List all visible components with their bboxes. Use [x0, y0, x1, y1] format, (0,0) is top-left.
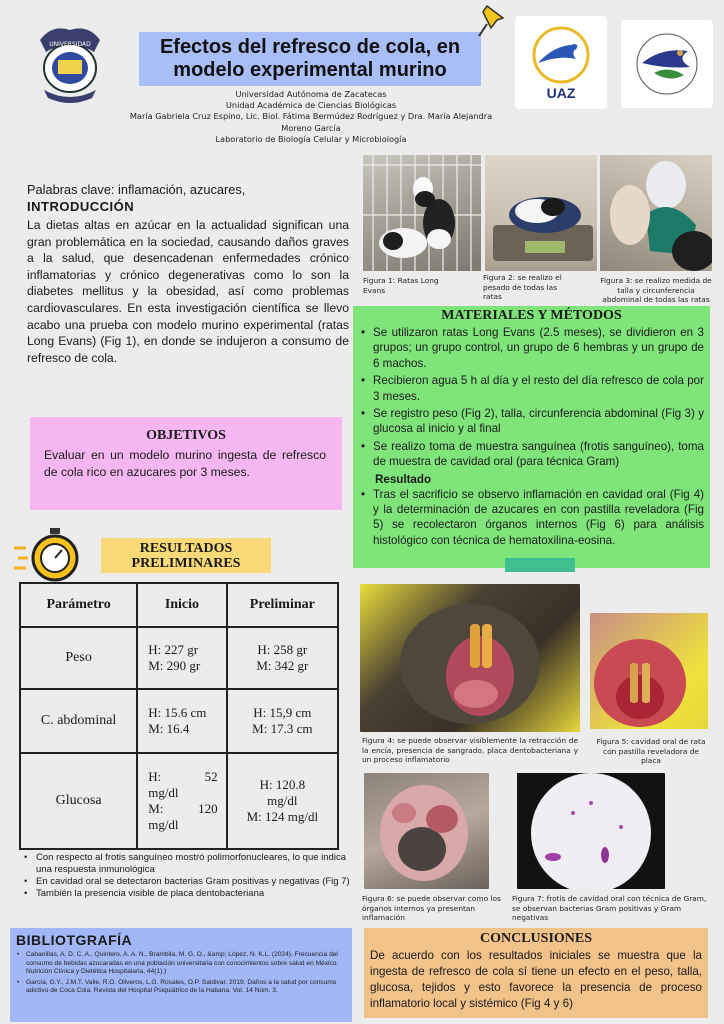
table-row — [20, 689, 338, 753]
cell-line: H: 15,9 cm — [253, 705, 312, 720]
cell-line: 120 — [198, 801, 218, 816]
cell-line: H: 120.8 — [259, 777, 306, 792]
university-name: Universidad Autónoma de Zacatecas — [235, 89, 387, 99]
reference-text: García, G.Y., J.M.T. Valle, R.O. Oliveros, L.G. Rosales, O.P. Saldivar. 2019. Daños a la salud por consumo adictivo de Coca Cola. Revista del Hospital Psiquiátrico de la Habana. Vol. 14 Núm. 3. — [26, 978, 337, 995]
cell-line: 52 — [204, 769, 218, 784]
figure-6-photo — [364, 773, 489, 889]
conclusions-body: De acuerdo con los resultados iniciales se muestra que la ingesta de refresco de cola sí tiene un efecto en el peso, talla, glucosa, tejidos y esto favorece la presencia de proceso inflamatorio local y sistémico (Fig 4 y 6) — [370, 949, 702, 1010]
poster-title — [139, 32, 481, 86]
figure-4-photo — [360, 584, 580, 732]
row-inicio — [137, 753, 226, 849]
cell-line: M: — [148, 801, 164, 816]
figure-6-caption: Figura 6: se puede observar como los órganos internos ya presentan inflamación — [362, 894, 501, 923]
methods-list — [359, 325, 704, 470]
row-param: Glucosa — [20, 753, 137, 849]
svg-text:UNIVERSIDAD: UNIVERSIDAD — [49, 41, 91, 48]
methods-box — [353, 306, 710, 568]
uaz-text: UAZ — [546, 84, 576, 101]
header-preliminar: Preliminar — [227, 583, 338, 627]
title-line-2: modelo experimental murino — [173, 59, 447, 81]
cell-line: mg/dl — [148, 817, 179, 832]
bullet-text: También la presencia visible de placa dentobacteriana — [36, 888, 265, 899]
figure-5-caption: Figura 5: cavidad oral de rata con pastilla reveladora de placa — [596, 737, 706, 766]
objectives-body: Evaluar en un modelo murino ingesta de refresco de cola rico en azucares por 3 meses. — [44, 448, 326, 479]
university-crest-icon — [32, 22, 108, 104]
biology-unit-logo — [515, 16, 607, 109]
row-param: Peso — [20, 627, 137, 689]
bullet-text: Con respecto al frotis sanguíneo mostró polimorfonucleares, lo que indica una respuesta inmunológica — [36, 852, 346, 875]
figure-7-photo — [517, 773, 665, 889]
cell-line: H: 227 gr — [148, 642, 199, 657]
authors-line-2: Moreno García — [281, 122, 341, 133]
results-heading — [101, 538, 271, 573]
cell-line: M: 124 mg/dl — [246, 809, 319, 824]
uaz-crest-logo — [32, 22, 108, 104]
figure-5-photo — [590, 613, 708, 729]
affiliation-block — [112, 89, 510, 145]
figure-2-photo — [485, 155, 597, 271]
cell-line: H: 258 gr — [257, 642, 308, 657]
figure-3-caption: Figura 3: se realizo medida de talla y circunferencia abdominal de todas las ratas — [600, 276, 712, 305]
row-preliminar — [227, 627, 338, 689]
objectives-heading: OBJETIVOS — [146, 428, 226, 443]
objectives-box — [30, 417, 342, 510]
row-preliminar — [227, 753, 338, 849]
list-item: • Con respecto al frotis sanguíneo mostró polimorfonucleares, lo que indica una respuesta inmunológica — [24, 852, 346, 875]
row-preliminar — [227, 689, 338, 753]
results-bullets — [22, 852, 352, 900]
list-item: • En cavidad oral se detectaron bacterias Gram positivas y negativas (Fig 7) — [24, 876, 350, 887]
result-item: • Tras el sacrificio se observo inflamación en cavidad oral (Fig 4) y la determinación de azucares en con pastilla reveladora (Fig 5) se recolectaron órganos internos (Fig 6) para análisis histológico con técnica de hematoxilina-eosina. — [359, 487, 704, 549]
result-heading: Resultado — [375, 472, 432, 486]
header-parametro: Parámetro — [20, 583, 137, 627]
eagle-leaf-icon — [632, 29, 702, 99]
lab-name: Laboratorio de Biología Celular y Microbiología — [215, 133, 407, 144]
table-row — [20, 753, 338, 849]
reference-text: Cabanillas, A. D. C. A., Quintero, A. A. N., Brambila, M. G. O., &amp; López, N. K.L. (2024). Frecuencia del consumo de bebidas azucaradas en una población universitaria con conocimientos sobre salud en México. Nutrición Clínica y Dietética Hospitalaria, 44(1).) — [26, 951, 339, 976]
row-param: C. abdominal — [20, 689, 137, 753]
figure-3-photo — [600, 155, 712, 271]
cell-line: H: — [148, 769, 162, 784]
header-inicio: Inicio — [137, 583, 226, 627]
title-line-1: Efectos del refresco de cola, en — [159, 36, 461, 58]
results-heading-line-2: PRELIMINARES — [131, 556, 241, 571]
green-accent — [505, 558, 575, 572]
results-heading-line-1: RESULTADOS — [139, 541, 233, 556]
cell-line: mg/dl — [148, 785, 179, 800]
bibliography-list — [16, 951, 346, 996]
unit-name: Unidad Académica de Ciencias Biológicas — [225, 100, 397, 111]
cell-line: M: 290 gr — [148, 658, 201, 673]
table-row — [20, 627, 338, 689]
list-item: • Cabanillas, A. D. C. A., Quintero, A. A. N., Brambila, M. G. O., &amp; López, N. K.L. (2024). Frecuencia del consumo de bebidas azucaradas en una población universitaria con conocimientos sobre salud en México. Nutrición Clínica y Dietética Hospitalaria, 44(1).) — [17, 951, 339, 976]
figure-2-caption: Figura 2: se realizo el pesado de todas las ratas — [483, 273, 562, 302]
results-table — [19, 582, 339, 850]
conclusions-heading: CONCLUSIONES — [479, 931, 593, 946]
bullet-text: En cavidad oral se detectaron bacterias Gram positivas y negativas (Fig 7) — [36, 876, 350, 887]
intro-heading: INTRODUCCIÓN — [27, 199, 135, 214]
bird-emblem-icon — [526, 25, 596, 85]
conclusions-box — [364, 928, 708, 1018]
figure-1-photo — [363, 155, 481, 271]
methods-item: • Se realizo toma de muestra sanguínea (frotis sanguíneo), toma de muestra de cavidad oral (para técnica Gram) — [359, 439, 704, 470]
methods-item: • Se registro peso (Fig 2), talla, circunferencia abdominal (Fig 3) y glucosa al inicio y al final — [359, 406, 704, 437]
keywords: Palabras clave: inflamación, azucares, — [27, 182, 246, 197]
bibliography-heading: BIBLIOTGRAFÍA — [16, 932, 133, 948]
figure-1-caption: Figura 1: Ratas Long Evans — [363, 276, 439, 295]
bibliography-box — [10, 928, 352, 1022]
cell-line: M: 17.3 cm — [252, 721, 313, 736]
lab-logo — [621, 20, 713, 108]
stopwatch-icon — [12, 524, 84, 586]
cell-line: M: 16.4 — [148, 721, 190, 736]
figure-4-caption: Figura 4: se puede observar visiblemente la retracción de la encía, presencia de sangrado, placa dentobacteriana y un proceso inflamatorio — [362, 736, 578, 765]
cell-line: H: 15.6 cm — [148, 705, 207, 720]
methods-item: • Se utilizaron ratas Long Evans (2.5 meses), se dividieron en 3 grupos; un grupo control, un grupo de 6 hembras y un grupo de 6 machos. — [359, 325, 704, 371]
list-item: • García, G.Y., J.M.T. Valle, R.O. Oliveros, L.G. Rosales, O.P. Saldivar. 2019. Daños a la salud por consumo adictivo de Coca Cola. Revista del Hospital Psiquiátrico de la Habana. Vol. 14 Núm. 3. — [17, 978, 337, 995]
cell-line: M: 342 gr — [256, 658, 309, 673]
pushpin-icon — [475, 2, 509, 40]
cell-line: mg/dl — [267, 793, 298, 808]
list-item: • También la presencia visible de placa dentobacteriana — [24, 888, 265, 899]
authors-line-1: María Gabriela Cruz Espino, Lic. Biol. Fátima Bermúdez Rodríguez y Dra. María Alejandra — [129, 111, 493, 122]
table-header-row — [20, 583, 338, 627]
figure-7-caption: Figura 7: frotis de cavidad oral con técnica de Gram, se observan bacterias Gram positivas y Gram negativas — [512, 894, 707, 923]
methods-item: • Recibieron agua 5 h al día y el resto del día refresco de cola por 3 meses. — [359, 373, 704, 404]
row-inicio — [137, 689, 226, 753]
row-inicio — [137, 627, 226, 689]
intro-body: La dietas altas en azúcar en la actualidad significan una gran problemática en la sociedad, causando daños graves a la salud, que desencadenan enfermedades crónico inflamatorias y crónico degenerativas como lo son la diabetes mellitus y la obesidad, así como problemas cardiovasculares. En esta investigación científica se llevo acabo una prueba con modelo murino experimental (ratas Long Evans) (Fig 1), en donde se indujeron a consumo de refresco de cola. — [27, 218, 349, 365]
methods-heading: MATERIALES Y MÉTODOS — [441, 308, 622, 323]
